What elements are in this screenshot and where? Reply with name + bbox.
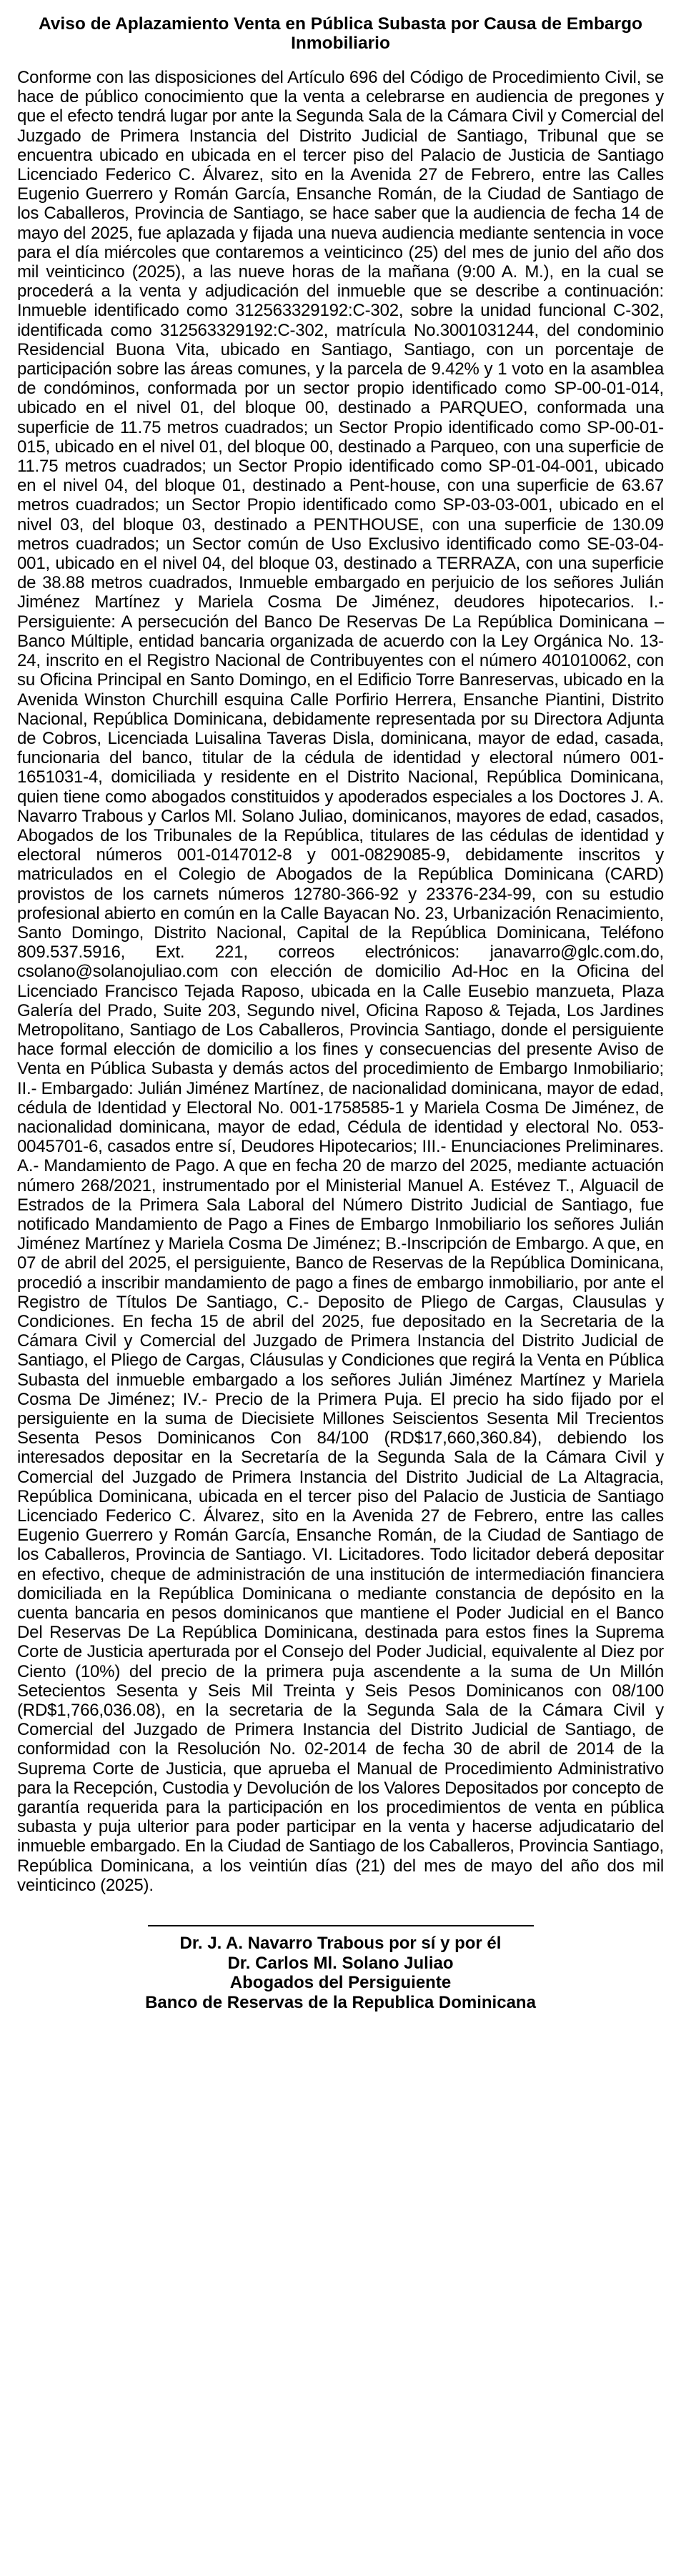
signature-line-2: Dr. Carlos Ml. Solano Juliao [227,1953,454,1973]
signature-line-4: Banco de Reservas de la Republica Dominicana [145,1992,536,2012]
signature-line-3: Abogados del Persiguiente [229,1973,452,1993]
signature-block [17,1934,664,2012]
signature-rule [148,1925,534,1926]
notice-body: Conforme con las disposiciones del Artículo 696 del Código de Procedimiento Civil, se hace de público conocimiento que la venta a celebrarse en audiencia de pregones y que el efecto tendrá lugar por ante la Segunda Sala de la Cámara Civil y Comercial del Juzgado de Primera Instancia del Distrito Judicial de Santiago, Tribunal que se encuentra ubicado en ubicada en el tercer piso del Palacio de Justicia de Santiago Licenciado Federico C. Álvarez, sito en la Avenida 27 de Febrero, entre las Calles Eugenio Guerrero y Román García, Ensanche Román, de la Ciudad de Santiago de los Caballeros, Provincia de Santiago, se hace saber que la audiencia de fecha 14 de mayo del 2025, fue aplazada y fijada una nueva audiencia mediante sentencia in voce para el día miércoles que contaremos a veinticinco (25) del mes de junio del año dos mil veinticinco (2025), a las nueve horas de la mañana (9:00 A. M.), en la cual se procederá a la venta y adjudicación del inmueble que se describe a continuación: Inmueble identificado como 312563329192:C-302, sobre la unidad funcional C-302, identificada como 312563329192:C-302, matrícula No.3001031244, del condominio Residencial Buona Vita, ubicado en Santiago, Santiago, con un porcentaje de participación sobre las áreas comunes, y la parcela de 9.42% y 1 voto en la asamblea de condóminos, conformada por un sector propio identificado como SP-00-01-014, ubicado en el nivel 01, del bloque 00, destinado a PARQUEO, conformada una superficie de 11.75 metros cuadrados; un Sector Propio identificado como SP-00-01-015, ubicado en el nivel 01, del bloque 00, destinado a Parqueo, con una superficie de 11.75 metros cuadrados; un Sector Propio identificado como SP-01-04-001, ubicado en el nivel 04, del bloque 01, destinado a Pent-house, con una superficie de 63.67 metros cuadrados; un Sector Propio identificado como SP-03-03-001, ubicado en el nivel 03, del bloque 03, destinado a PENTHOUSE, con una superficie de 130.09 metros cuadrados; un Sector común de Uso Exclusivo identificado como SE-03-04-001, ubicado en el nivel 04, del bloque 03, destinado a TERRAZA, con una superficie de 38.88 metros cuadrados, Inmueble embargado en perjuicio de los señores Julián Jiménez Martínez y Mariela Cosma De Jiménez, deudores hipotecarios. I.- Persiguiente: A persecución del Banco De Reservas De La República Dominicana – Banco Múltiple, entidad bancaria organizada de acuerdo con la Ley Orgánica No. 13-24, inscrito en el Registro Nacional de Contribuyentes con el número 401010062, con su Oficina Principal en Santo Domingo, en el Edificio Torre Banreservas, ubicado en la Avenida Winston Churchill esquina Calle Porfirio Herrera, Ensanche Piantini, Distrito Nacional, República Dominicana, debidamente representada por su Directora Adjunta de Cobros, Licenciada Luisalina Taveras Disla, dominicana, mayor de edad, casada, funcionaria del banco, titular de la cédula de identidad y electoral número 001-1651031-4, domiciliada y residente en el Distrito Nacional, República Dominicana, quien tiene como abogados constituidos y apoderados especiales a los Doctores J. A. Navarro Trabous y Carlos Ml. Solano Juliao, dominicanos, mayores de edad, casados, Abogados de los Tribunales de la República, titulares de las cédulas de identidad y electoral números 001-0147012-8 y 001-0829085-9, debidamente inscritos y matriculados en el Colegio de Abogados de la República Dominicana (CARD) provistos de los carnets números 12780-366-92 y 23376-234-99, con su estudio profesional abierto en común en la Calle Bayacan No. 23, Urbanización Renacimiento, Santo Domingo, Distrito Nacional, Capital de la República Dominicana, Teléfono 809.537.5916, Ext. 221, correos electrónicos: janavarro@glc.com.do, csolano@solanojuliao.com con elección de domicilio Ad-Hoc en la Oficina del Licenciado Francisco Tejada Raposo, ubicada en la Calle Eusebio manzueta, Plaza Galería del Prado, Suite 203, Segundo nivel, Oficina Raposo & Tejada, Los Jardines Metropolitano, Santiago de Los Caballeros, Provincia Santiago, donde el persiguiente hace formal elección de domicilio a los fines y consecuencias del presente Aviso de Venta en Pública Subasta y demás actos del procedimiento de Embargo Inmobiliario; II.- Embargado: Julián Jiménez Martínez, de nacionalidad dominicana, mayor de edad, cédula de Identidad y Electoral No. 001-1758585-1 y Mariela Cosma De Jiménez, de nacionalidad dominicana, mayor de edad, Cédula de identidad y electoral No. 053-0045701-6, casados entre sí, Deudores Hipotecarios; III.- Enunciaciones Preliminares. A.- Mandamiento de Pago. A que en fecha 20 de marzo del 2025, mediante actuación número 268/2021, instrumentado por el Ministerial Manuel A. Estévez T., Alguacil de Estrados de la Primera Sala Laboral del Número Distrito Judicial de Santiago, fue notificado Mandamiento de Pago a Fines de Embargo Inmobiliario los señores Julián Jiménez Martínez y Mariela Cosma De Jiménez; B.-Inscripción de Embargo. A que, en 07 de abril del 2025, el persiguiente, Banco de Reservas de la República Dominicana, procedió a inscribir mandamiento de pago a fines de embargo inmobiliario, por ante el Registro de Títulos De Santiago, C.- Deposito de Pliego de Cargas, Clausulas y Condiciones. En fecha 15 de abril del 2025, fue depositado en la Secretaria de la Cámara Civil y Comercial del Juzgado de Primera Instancia del Distrito Judicial de Santiago, el Pliego de Cargas, Cláusulas y Condiciones que regirá la Venta en Pública Subasta del inmueble embargado a los señores Julián Jiménez Martínez y Mariela Cosma De Jiménez; IV.- Precio de la Primera Puja. El precio ha sido fijado por el persiguiente en la suma de Diecisiete Millones Seiscientos Sesenta Mil Trecientos Sesenta Pesos Dominicanos Con 84/100 (RD$17,660,360.84), debiendo los interesados depositar en la Secretaría de la Segunda Sala de la Cámara Civil y Comercial del Juzgado de Primera Instancia del Distrito Judicial de La Altagracia, República Dominicana, ubicada en el tercer piso del Palacio de Justicia de Santiago Licenciado Federico C. Álvarez, sito en la Avenida 27 de Febrero, entre las calles Eugenio Guerrero y Román García, Ensanche Román, de la Ciudad de Santiago de los Caballeros, Provincia de Santiago. VI. Licitadores. Todo licitador deberá depositar en efectivo, cheque de administración de una institución de intermediación financiera domiciliada en la República Dominicana o mediante constancia de depósito en la cuenta bancaria en pesos dominicanos que mantiene el Poder Judicial en el Banco Del Reservas De La República Dominicana, destinada para estos fines la Suprema Corte de Justicia aperturada por el Consejo del Poder Judicial, equivalente al Diez por Ciento (10%) del precio de la primera puja ascendente a la suma de Un Millón Setecientos Sesenta y Seis Mil Treinta y Seis Pesos Dominicanos con 08/100 (RD$1,766,036.08), en la secretaria de la Segunda Sala de la Cámara Civil y Comercial del Juzgado de Primera Instancia del Distrito Judicial de Santiago, de conformidad con la Resolución No. 02-2014 de fecha 30 de abril de 2014 de la Suprema Corte de Justicia, que aprueba el Manual de Procedimiento Administrativo para la Recepción, Custodia y Devolución de los Valores Depositados por concepto de garantía requerida para la participación en los procedimientos de venta en pública subasta y puja ulterior para poder participar en la venta y hacerse adjudicatario del inmueble embargado. En la Ciudad de Santiago de los Caballeros, Provincia Santiago, República Dominicana, a los veintiún días (21) del mes de mayo del año dos mil veinticinco (2025). [17,68,664,1895]
signature-line-1: Dr. J. A. Navarro Trabous por sí y por él [179,1934,502,1954]
notice-title: Aviso de Aplazamiento Venta en Pública Subasta por Causa de Embargo Inmobiliario [38,14,642,53]
